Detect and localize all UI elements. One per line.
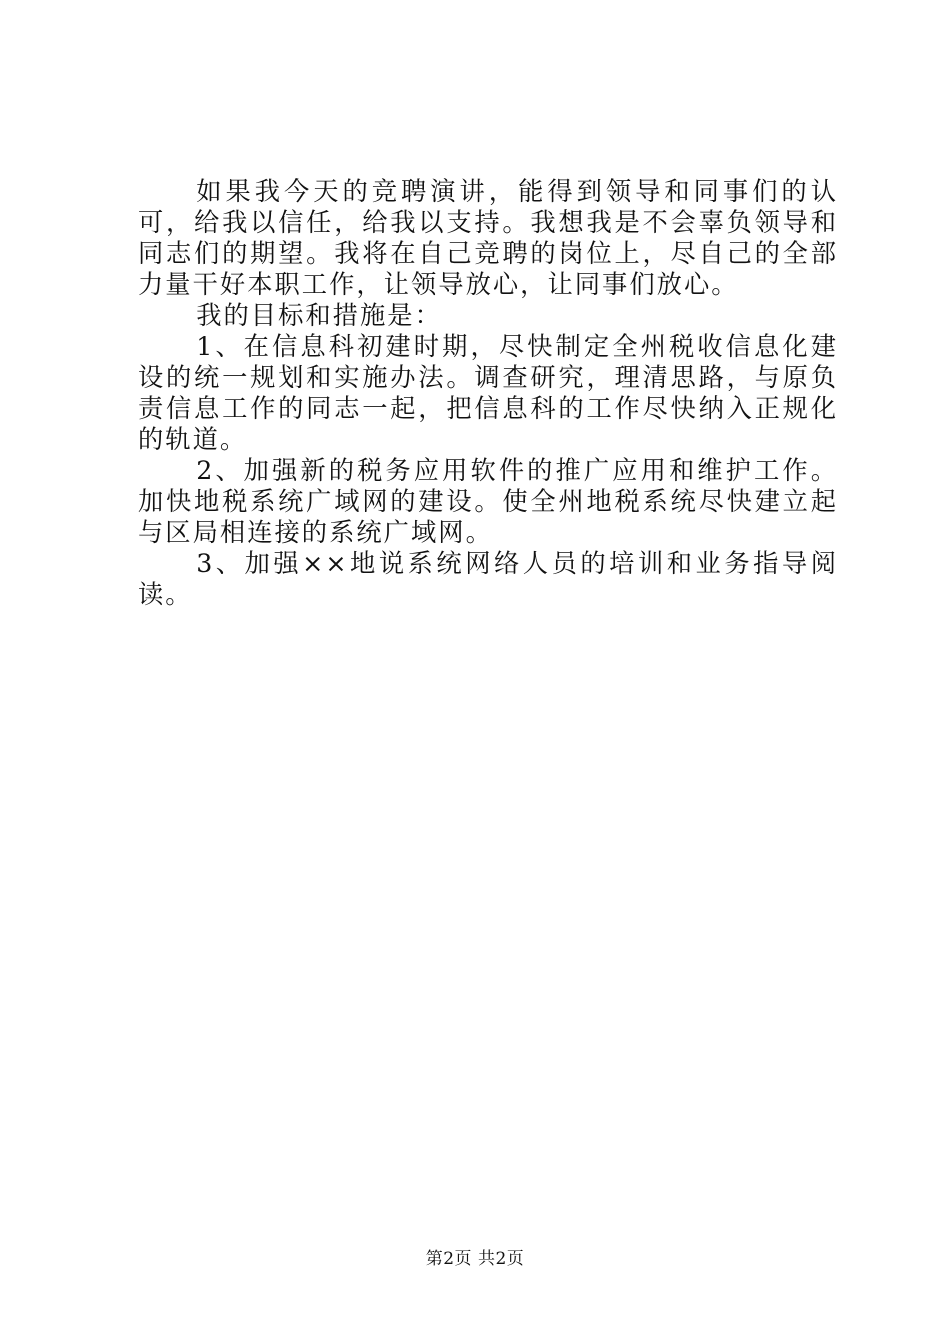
paragraph-measure-2: 2、加强新的税务应用软件的推广应用和维护工作。加快地税系统广域网的建设。使全州地税系统尽快建立起与区局相连接的系统广域网。 [138,456,838,547]
page-number-footer: 第2页 共2页 [425,1249,525,1269]
paragraph-measure-1: 1、在信息科初建时期，尽快制定全州税收信息化建设的统一规划和实施办法。调查研究，理清思路，与原负责信息工作的同志一起，把信息科的工作尽快纳入正规化的轨道。 [138,332,838,454]
paragraph-measure-3: 3、加强××地说系统网络人员的培训和业务指导阅读。 [138,549,838,609]
paragraph-goals-heading: 我的目标和措施是： [196,301,442,330]
paragraph-intro: 如果我今天的竞聘演讲，能得到领导和同事们的认可，给我以信任，给我以支持。我想我是不会辜负领导和同志们的期望。我将在自己竞聘的岗位上，尽自己的全部力量干好本职工作，让领导放心，让同事们放心。 [138,177,838,299]
document-body [138,176,838,610]
